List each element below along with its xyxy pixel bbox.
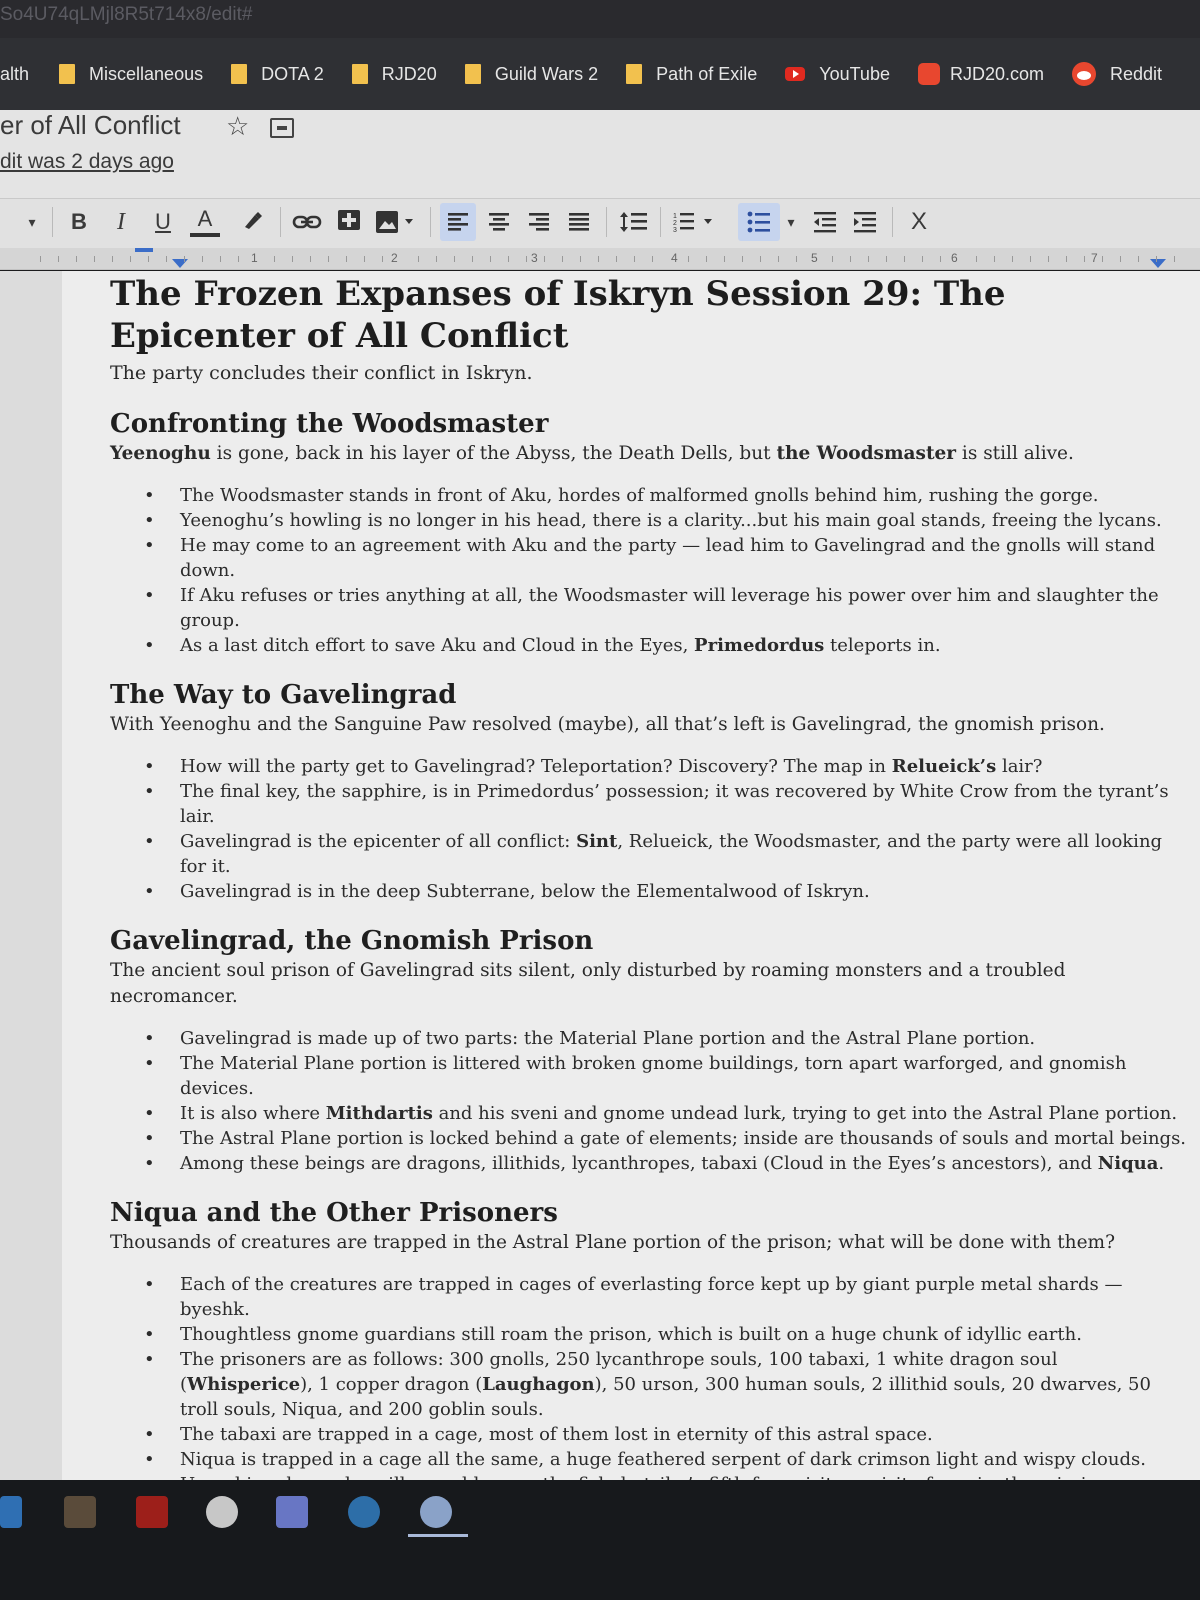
- toolbar-divider: [892, 207, 893, 237]
- document-body[interactable]: [110, 271, 1190, 1572]
- bookmark-item[interactable]: [918, 63, 1044, 85]
- ruler-number: 3: [528, 251, 541, 265]
- ruler-tick: [220, 256, 221, 262]
- bold-text: Sint: [576, 831, 618, 852]
- bookmark-item[interactable]: [0, 64, 29, 85]
- ruler-tick: [166, 256, 167, 262]
- list-item: [144, 533, 1190, 583]
- bookmark-item[interactable]: [465, 64, 598, 85]
- text-run: is gone, back in his layer of the Abyss, the Death Dells, but: [210, 443, 777, 464]
- ruler-tick: [796, 256, 797, 262]
- bookmark-label: Path of Exile: [656, 63, 758, 84]
- bandicam-icon[interactable]: [64, 1496, 96, 1528]
- text-run: Among these beings are dragons, illithids, lycanthropes, tabaxi (Cloud in the Eyes’s ancestors), and: [180, 1153, 1098, 1174]
- list-item: [144, 1126, 1190, 1151]
- list-item: [144, 879, 1190, 904]
- text-run: Gavelingrad is in the deep Subterrane, below the Elementalwood of Iskryn.: [180, 881, 870, 902]
- ruler-tick: [994, 256, 995, 262]
- list-item: [144, 1447, 1190, 1472]
- section-intro: [110, 712, 1190, 738]
- text-run: ), 1 copper dragon (: [300, 1374, 483, 1395]
- ruler-tick: [1012, 256, 1013, 262]
- text-run: Gavelingrad is the epicenter of all conflict:: [180, 831, 577, 852]
- text-run: As a last ditch effort to save Aku and Cloud in the Eyes,: [180, 635, 695, 656]
- list-item: [144, 1272, 1190, 1322]
- text-run: .: [1158, 1153, 1165, 1174]
- active-app-indicator: [408, 1534, 468, 1537]
- ruler-tick: [1174, 256, 1175, 262]
- document-heading: The Frozen Expanses of Iskryn Session 29: The Epicenter of All Conflict: [110, 274, 1006, 356]
- toolbar-divider: [52, 207, 53, 237]
- ruler-tick: [202, 256, 203, 262]
- ruler-tick: [508, 256, 509, 262]
- ruler-tick: [130, 256, 131, 262]
- bookmark-item[interactable]: [785, 64, 890, 85]
- ruler-tick: [868, 256, 869, 262]
- bold-text: Relueick’s: [891, 756, 997, 777]
- ruler-tick: [616, 256, 617, 262]
- svg-text:1: 1: [673, 213, 677, 220]
- text-run: The Woodsmaster stands in front of Aku, hordes of malformed gnolls behind him, rushing the gorge.: [180, 485, 1099, 506]
- bookmark-item[interactable]: [231, 64, 324, 85]
- text-run: Yeenoghu’s howling is no longer in his head, there is a clarity...but his main goal stands, freeing the lycans.: [180, 510, 1162, 531]
- ruler-number: 1: [248, 251, 261, 265]
- bullet-list: [110, 754, 1190, 904]
- rjd20-icon: [918, 63, 940, 85]
- ruler-tick: [418, 256, 419, 262]
- folder-icon: [59, 64, 75, 84]
- text-run: ), 50 urson, 300 human souls, 2 illithid souls, 20 dwarves, 50 troll souls, Niqua, and 200 goblin souls.: [180, 1374, 1151, 1420]
- ruler-tick: [94, 256, 95, 262]
- bullet-list: [110, 483, 1190, 658]
- ruler-tick: [1066, 256, 1067, 262]
- ruler-tick: [76, 256, 77, 262]
- bold-text: Niqua: [1097, 1153, 1159, 1174]
- text-run: is still alive.: [956, 443, 1074, 464]
- taskbar: [0, 1480, 1200, 1600]
- reddit-icon: [1072, 62, 1096, 86]
- ruler-tick: [1030, 256, 1031, 262]
- text-run: Niqua is trapped in a cage all the same, a huge feathered serpent of dark crimson light and wispy clouds.: [180, 1449, 1146, 1470]
- text-color-button[interactable]: A: [190, 203, 220, 237]
- ruler-tick: [1120, 256, 1121, 262]
- ruler-number: 4: [668, 251, 681, 265]
- folder-icon: [352, 64, 368, 84]
- bold-text: Laughagon: [482, 1374, 595, 1395]
- text-run: The prisoners are as follows: 300 gnolls, 250 lycanthrope souls, 100 tabaxi, 1 white dragon soul (: [180, 1349, 1058, 1395]
- url-text: So4U74qLMjl8R5t714x8/edit#: [0, 4, 253, 25]
- text-run: , Relueick, the Woodsmaster, and the party were all looking for it.: [180, 831, 1163, 877]
- bulleted-list-button[interactable]: [738, 203, 780, 241]
- ruler-tick: [940, 256, 941, 262]
- text-run: Gavelingrad is made up of two parts: the Material Plane portion and the Astral Plane portion.: [180, 1028, 1036, 1049]
- text-run: The ancient soul prison of Gavelingrad sits silent, only disturbed by roaming monsters and a troubled necromancer.: [110, 960, 1066, 1007]
- steam-icon[interactable]: [348, 1496, 380, 1528]
- list-item: [144, 829, 1190, 879]
- formatting-toolbar: [0, 198, 1200, 248]
- text-run: Thoughtless gnome guardians still roam the prison, which is built on a huge chunk of idyllic earth.: [180, 1324, 1082, 1345]
- bookmark-label: RJD20.com: [949, 63, 1044, 84]
- decrease-indent-icon[interactable]: [808, 203, 842, 241]
- section-heading: Confronting the Woodsmaster: [110, 409, 549, 439]
- ruler-tick: [40, 256, 41, 262]
- star-icon[interactable]: ☆: [226, 112, 250, 142]
- left-indent-marker[interactable]: [172, 259, 188, 268]
- list-item: [144, 1051, 1190, 1101]
- document-sections: [110, 407, 1190, 1572]
- underline-button[interactable]: U: [155, 209, 171, 234]
- ruler-tick: [562, 256, 563, 262]
- ruler-tick: [1138, 256, 1139, 262]
- ruler-tick: [886, 256, 887, 262]
- text-run: The Material Plane portion is littered with broken gnome buildings, torn apart warforged, and gnomish devices.: [180, 1053, 1127, 1099]
- list-item: [144, 779, 1190, 829]
- bold-text: Mithdartis: [325, 1103, 433, 1124]
- page-gutter: [0, 271, 62, 1480]
- ruler-number: 5: [808, 251, 821, 265]
- numbered-list-icon[interactable]: [670, 203, 730, 241]
- font-size-dropdown-icon[interactable]: ▾: [28, 214, 36, 230]
- bold-text: the Woodsmaster: [776, 443, 957, 464]
- ruler-tick: [58, 256, 59, 262]
- youtube-icon: [785, 67, 805, 81]
- toolbar-divider: [660, 207, 661, 237]
- ruler-tick: [454, 256, 455, 262]
- ruler-tick: [976, 256, 977, 262]
- right-indent-marker[interactable]: [1150, 259, 1166, 268]
- ruler-tick: [760, 256, 761, 262]
- bookmark-item[interactable]: [352, 64, 437, 85]
- list-item: [144, 1422, 1190, 1447]
- first-line-indent-marker[interactable]: [135, 248, 153, 252]
- text-run: teleports in.: [824, 635, 941, 656]
- document-subtitle: The party concludes their conflict in Iskryn.: [110, 362, 533, 384]
- overwatch-icon[interactable]: [206, 1496, 238, 1528]
- ruler-tick: [1048, 256, 1049, 262]
- align-left-button[interactable]: [440, 203, 476, 241]
- bookmark-item[interactable]: [626, 64, 757, 85]
- list-item: [144, 1151, 1190, 1176]
- document-page[interactable]: [62, 271, 1200, 1480]
- ruler-tick: [346, 256, 347, 262]
- ruler-tick: [1084, 256, 1085, 262]
- list-item: [144, 633, 1190, 658]
- ruler-tick: [310, 256, 311, 262]
- folder-icon: [465, 64, 481, 84]
- section-intro: [110, 1230, 1190, 1256]
- ruler-tick: [148, 256, 149, 262]
- bookmark-label: DOTA 2: [261, 63, 324, 84]
- ruler-tick: [238, 256, 239, 262]
- ruler-tick: [1102, 256, 1103, 262]
- text-run: Thousands of creatures are trapped in the Astral Plane portion of the prison; what will be done with them?: [110, 1232, 1115, 1253]
- justify-button[interactable]: [562, 203, 596, 241]
- text-run: With Yeenoghu and the Sanguine Paw resolved (maybe), all that’s left is Gavelingrad, the gnomish prison.: [110, 714, 1105, 735]
- ruler-tick: [382, 256, 383, 262]
- list-item: [144, 1026, 1190, 1051]
- list-item: [144, 754, 1190, 779]
- align-right-button[interactable]: [522, 203, 556, 241]
- list-item: [144, 1322, 1190, 1347]
- bookmark-label: YouTube: [819, 63, 890, 84]
- toolbar-divider: [280, 207, 281, 237]
- ruler-tick: [580, 256, 581, 262]
- ruler-tick: [472, 256, 473, 262]
- bookmarks-bar: [0, 38, 1200, 110]
- ruler-tick: [742, 256, 743, 262]
- bold-text: Primedordus: [694, 635, 825, 656]
- toolbar-divider: [430, 207, 431, 237]
- text-run: If Aku refuses or tries anything at all, the Woodsmaster will leverage his power over him and slaughter the group.: [180, 585, 1159, 631]
- ruler[interactable]: [0, 248, 1200, 270]
- ruler-tick: [274, 256, 275, 262]
- discord-icon[interactable]: [276, 1496, 308, 1528]
- text-run: It is also where: [180, 1103, 326, 1124]
- bookmark-label: Reddit: [1110, 63, 1163, 84]
- ruler-tick: [490, 256, 491, 262]
- bookmark-label: Miscellaneous: [89, 63, 204, 84]
- text-run: He may come to an agreement with Aku and the party — lead him to Gavelingrad and the gnolls will stand down.: [180, 535, 1156, 581]
- ruler-tick: [364, 256, 365, 262]
- folder-icon: [626, 64, 642, 84]
- document-area: [0, 271, 1200, 1480]
- ruler-tick: [904, 256, 905, 262]
- line-spacing-icon[interactable]: [616, 203, 652, 241]
- ruler-tick: [652, 256, 653, 262]
- text-run: and his sveni and gnome undead lurk, trying to get into the Astral Plane portion.: [432, 1103, 1178, 1124]
- ruler-tick: [598, 256, 599, 262]
- bookmark-item[interactable]: [59, 64, 203, 85]
- highlight-color-icon[interactable]: [238, 203, 268, 241]
- folder-icon: [231, 64, 247, 84]
- last-edit-link[interactable]: dit was 2 days ago: [0, 150, 174, 173]
- bookmark-label: RJD20: [381, 63, 437, 84]
- list-item: [144, 483, 1190, 508]
- dota2-icon[interactable]: [136, 1496, 168, 1528]
- document-title-field[interactable]: er of All Conflict: [0, 110, 181, 140]
- ruler-tick: [688, 256, 689, 262]
- bookmark-item[interactable]: [1072, 62, 1162, 86]
- svg-text:2: 2: [673, 220, 677, 227]
- insert-link-icon[interactable]: [290, 203, 324, 241]
- ruler-tick: [526, 256, 527, 262]
- ruler-number: 6: [948, 251, 961, 265]
- bookmark-label: alth: [0, 63, 30, 84]
- bullet-list: [110, 1026, 1190, 1176]
- ruler-tick: [184, 256, 185, 262]
- docs-header: [0, 110, 1200, 198]
- section-intro: [110, 441, 1190, 467]
- folder-icon[interactable]: [0, 1496, 22, 1528]
- bookmark-label: Guild Wars 2: [494, 63, 599, 84]
- insert-image-icon[interactable]: [374, 203, 420, 241]
- align-center-button[interactable]: [482, 203, 516, 241]
- ruler-tick: [1156, 256, 1157, 262]
- clear-formatting-button[interactable]: X: [910, 208, 927, 235]
- bold-text: Whisperice: [187, 1374, 301, 1395]
- list-item: [144, 583, 1190, 633]
- text-run: The final key, the sapphire, is in Primedordus’ possession; it was recovered by White Crow from the tyrant’s lair.: [180, 781, 1169, 827]
- ruler-tick: [436, 256, 437, 262]
- ruler-tick: [778, 256, 779, 262]
- section-heading: Niqua and the Other Prisoners: [110, 1198, 558, 1228]
- ruler-number: 2: [388, 251, 401, 265]
- ruler-tick: [922, 256, 923, 262]
- ruler-tick: [706, 256, 707, 262]
- bullet-style-dropdown-icon[interactable]: ▾: [787, 214, 795, 230]
- section-intro: [110, 958, 1190, 1010]
- move-to-folder-icon[interactable]: [270, 118, 294, 138]
- list-item: [144, 508, 1190, 533]
- chrome-icon[interactable]: [420, 1496, 452, 1528]
- toolbar-divider: [606, 207, 607, 237]
- ruler-tick: [832, 256, 833, 262]
- ruler-tick: [724, 256, 725, 262]
- text-run: The tabaxi are trapped in a cage, most of them lost in eternity of this astral space.: [180, 1424, 933, 1445]
- increase-indent-icon[interactable]: [848, 203, 882, 241]
- ruler-tick: [850, 256, 851, 262]
- italic-button[interactable]: I: [117, 209, 125, 235]
- text-run: How will the party get to Gavelingrad? Teleportation? Discovery? The map in: [180, 756, 892, 777]
- list-item: [144, 1347, 1190, 1422]
- text-run: Each of the creatures are trapped in cages of everlasting force kept up by giant purple metal shards — byeshk.: [180, 1274, 1123, 1320]
- text-run: lair?: [996, 756, 1043, 777]
- svg-text:3: 3: [673, 227, 677, 234]
- text-run: The Astral Plane portion is locked behind a gate of elements; inside are thousands of souls and mortal beings.: [180, 1128, 1187, 1149]
- ruler-tick: [328, 256, 329, 262]
- ruler-tick: [292, 256, 293, 262]
- insert-comment-icon[interactable]: [334, 203, 364, 241]
- bold-text: Yeenoghu: [110, 443, 211, 464]
- section-heading: The Way to Gavelingrad: [110, 680, 457, 710]
- ruler-tick: [544, 256, 545, 262]
- ruler-number: 7: [1088, 251, 1101, 265]
- list-item: [144, 1101, 1190, 1126]
- bold-button[interactable]: B: [71, 209, 87, 234]
- url-bar[interactable]: [0, 0, 1200, 38]
- section-heading: Gavelingrad, the Gnomish Prison: [110, 926, 594, 956]
- ruler-tick: [634, 256, 635, 262]
- ruler-tick: [112, 256, 113, 262]
